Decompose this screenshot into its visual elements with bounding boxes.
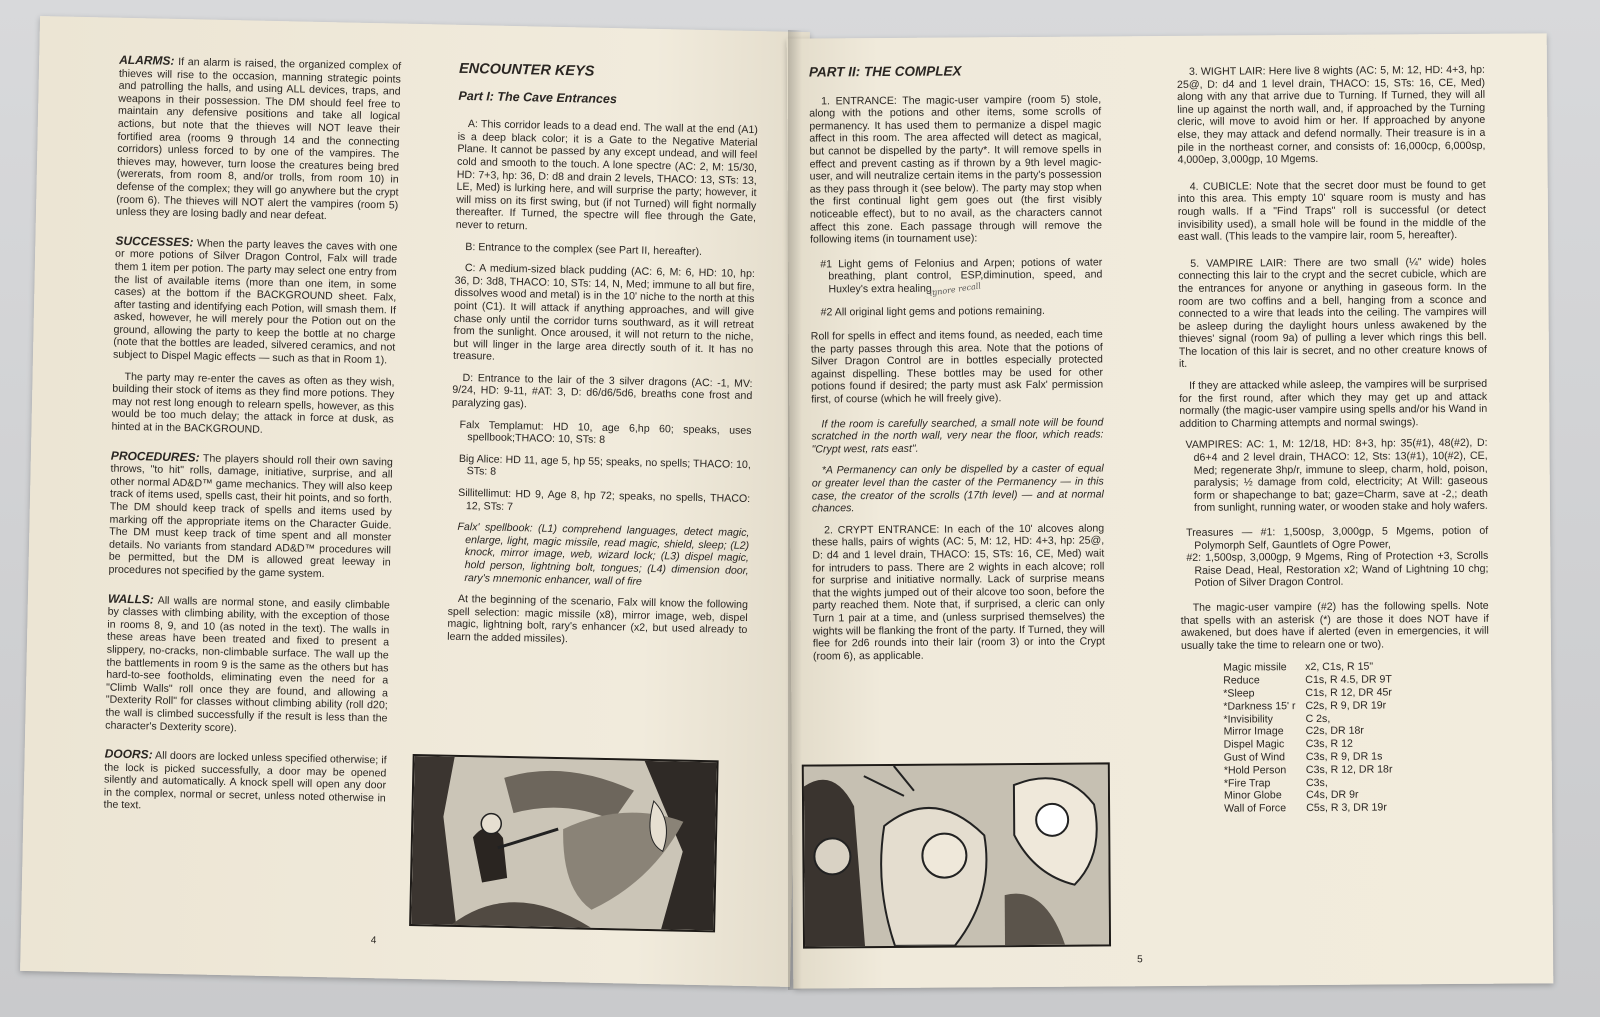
successes-heading: SUCCESSES: <box>115 233 194 250</box>
successes-text-2: The party may re-enter the caves as often as they wish, building their stock of items as they find more potions. They may not rest long enough to relearn spells, however, as this would be too much delay; the attack in force at dusk, as hinted at in the BACKGROUND. <box>111 370 395 436</box>
walls-paragraph <box>105 592 390 737</box>
spell-row <box>1224 801 1403 815</box>
spell-detail: C 2s, <box>1305 712 1331 725</box>
falx-spellbook: Falx' spellbook: (L1) comprehend languages, detect magic, enlarge, light, magic missile, read magic, shield, sleep; (L2) knock, mirror image, web, wizard lock; (L3) dispel magic, hold person, lightning bolt, tongues; (L4) dimension door, rary's mnemonic enhancer, wall of fire <box>457 521 750 588</box>
permanency-footnote: *A Permanency can only be dispelled by a caster of equal or greater level than the caster of the Permanency — in this case, the creator of the scrolls (17th level) — and at normal chances. <box>811 462 1104 515</box>
spell-row <box>1224 789 1403 803</box>
spell-detail: x2, C1s, R 15" <box>1305 660 1374 674</box>
handwritten-note: ignore recall <box>929 281 982 298</box>
dragon-falx: Falx Templamut: HD 10, age 6,hp 60; speaks, uses spellbook;THACO: 10, STs: 8 <box>459 418 752 447</box>
spell-row <box>1224 776 1403 790</box>
successes-text: When the party leaves the caves with one or more potions of Silver Dragon Control, Falx will trade them 1 item per potion. The party may select one entry from the list of available items (more than one item, in some cases) at the bottom if the BACKGROUND sheet. Falx, after tasting and identifying each Potion, will smash them. If asked, however, he will merely pour the Potion out on the ground, allowing the party to keep the bottle at no charge (note that the bottles are leaded, silvered ceramics, and not subject to Dispel Magic effects — such as that in Room 1). <box>112 237 398 367</box>
spell-table-body <box>1223 661 1403 816</box>
doors-heading: DOORS: <box>104 746 153 762</box>
cave-entrances-subtitle: Part I: The Cave Entrances <box>458 88 618 106</box>
walls-heading: WALLS: <box>107 591 155 607</box>
right-column-complex <box>809 64 1105 671</box>
treasure-2: #2: 1,500sp, 3,000gp, 9 Mgems, Ring of Protection +3, Scrolls Raise Dead, Heal, Restoration x2; Wand of Lightning 10 chg; Potion of Silver Dragon Control. <box>1186 549 1489 590</box>
alarms-paragraph <box>116 54 401 225</box>
spell-name: *Fire Trap <box>1223 776 1271 790</box>
page-number-left: 4 <box>370 935 377 947</box>
wight-lair-entry: 3. WIGHT LAIR: Here live 8 wights (AC: 5, M: 12, HD: 4+3, hp: 25@, D: d4 and 1 level drain, THACO: 15, STs: 16, CE, Med) along with any that arrive due to Turning. If Turned, they will all line up against the north wall, and, if approached by the Turning cleric, will move to avoid him or her. If approached by anyone else, they may attack and defend normally. Their treasure is in a pile in the northeast corner, and consists of: 16,000cp, 6,000sp, 4,000ep, 3,000gp, 10 Mgems. <box>1176 63 1486 167</box>
spell-row <box>1223 661 1402 675</box>
spell-detail: C2s, DR 18r <box>1305 724 1364 738</box>
magic-user-note: The magic-user vampire (#2) has the following spells. Note that spells with an asterisk (*) are those it does NOT have if awakened, but does have if alerted (even in emergencies, it will usually take the time to relearn one or two). <box>1180 599 1489 652</box>
cave-fight-drawing <box>411 756 716 930</box>
spell-detail: C2s, R 9, DR 19r <box>1305 699 1387 712</box>
alarms-text: If an alarm is raised, the organized complex of thieves will rise to the occasion, manning strategic points and patrolling the halls, and using ALL devices, traps, and weapons in their possession. The DM should feel free to maintain any defensive positions and take all logical actions, but note that the thieves will NOT leave their fortified area (rooms 9 through 14 and the connecting corridors) unless forced to by one of the vampires. The thieves may, however, turn loose the creatures being bred (wererats, from room 8, and/or trolls, from room 10) in defense of the complex; they will go anywhere but the crypt (room 6). The thieves will NOT alert the vampires (room 5) unless they are losing badly and near defeat. <box>115 55 402 223</box>
spell-name: *Hold Person <box>1223 763 1287 777</box>
spell-table <box>1223 661 1403 816</box>
item-list-2: #2 All original light gems and potions remaining. <box>820 304 1046 318</box>
spell-detail: C3s, R 9, DR 1s <box>1305 750 1383 763</box>
doors-text: All doors are locked unless specified otherwise; if the lock is picked successfully, a door may be opened silently and automatically. A knock spell will open any door in the complex, normal or secret, unless noted otherwise in the text. <box>103 749 387 812</box>
spell-detail: C3s, R 12, DR 18r <box>1305 763 1393 776</box>
page-number-right: 5 <box>1137 954 1143 966</box>
roll-instructions: Roll for spells in effect and items found, as needed, each time the party passes through this area. Note that the potions of Silver Dragon Control are in bottles especially protected against dispelling. These bottles may be used for other potions found if desired; the party must ask Falx' permission first, of course (which he will freely give). <box>810 328 1104 406</box>
dragon-sillitellimut: Sillitellimut: HD 9, Age 8, hp 72; speaks, no spells, THACO: 12, STs: 7 <box>458 486 751 513</box>
spell-detail: C5s, R 3, DR 19r <box>1306 801 1387 815</box>
spell-detail: C1s, R 4.5, DR 9T <box>1305 673 1392 687</box>
entry-b: B: Entrance to the complex (see Part II, hereafter). <box>465 240 703 258</box>
encounter-keys-title: ENCOUNTER KEYS <box>458 60 595 80</box>
crypt-entrance-entry: 2. CRYPT ENTRANCE: In each of the 10' alcoves along these halls, pairs of wights (AC: 5, M: 12, HD: 4+3, hp: 25@, D: d4 and 1 level drain, THACO: 15, STs: 16, CE, Med) wait for intruders to pass. There are 2 wights in each alcove; roll for surprise and initiative normally. Lack of surprise means that the wights jumped out of their alcove too soon, before the party reached them. Note that, if surprised, a cleric can only Turn 1 pair at a time, and (unless surprised themselves) the wights will be flanking the front of the party. If Turned, they will flee for 2d6 rounds into their lair (room 3) or into the Crypt (room 6), as applicable. <box>812 522 1105 663</box>
spell-name: *Sleep <box>1223 687 1255 700</box>
search-note: If the room is carefully searched, a small note will be found scratched in the north wall, very near the floor, which reads: "Crypt west, rats east". <box>811 416 1104 456</box>
vampire-lair-entry: 5. VAMPIRE LAIR: There are two small (¼" wide) holes connecting this lair to the crypt and the secret cubicle, which are the entrances for anyone or anything in gaseous form. In the room are two coffins and a bell, hanging from a sconce and connected to a wire that leads into the ceiling. The vampires will be asleep during the daylight hours unless awakened by the thieves' signal (room 9a) of pulling a lever which rings this bell. The location of this lair is secret, and no other creature knows of it. <box>1178 255 1487 371</box>
procedures-text: The players should roll their own saving throws, "to hit" rolls, damage, initiative, surprise, and all other normal AD&D™ game mechanics. They will also keep track of items used, spells cast, their hit points, and so forth. The DM should keep track of spells and items used by marking off the appropriate items on the Character Guide. The DM must keep track of time spent and all monster details. No variants from standard AD&D™ procedures will be permitted, but the DM is allowed great leeway in procedures not specified by the game system. <box>108 452 393 581</box>
left-column-rules <box>103 54 401 827</box>
spell-row <box>1223 699 1402 713</box>
left-page <box>20 16 810 987</box>
entry-a: A: This corridor leads to a dead end. The wall at the end (A1) is a deep black color; it is a Gate to the Negative Material Plane. It cannot be passed by any except undead, and will feel cold and smooth to the touch. A lone spectre (AC: 2, M: 15/30, HD: 7+3, hp: 36, D: d8 and drain 2 levels, THACO: 13, STs: 13, LE, Med) is lurking here, and will surprise the party; however, it will miss on its first swing, but (if not Turned) will fight normally thereafter. If Turned, the spectre will flee through the Gate, never to return. <box>455 118 758 233</box>
spell-row <box>1223 712 1402 726</box>
entrance-entry: 1. ENTRANCE: The magic-user vampire (room 5) stole, along with the potions and other items, some scrolls of permanency. It has used them to permanize a dispel magic affect in this room. The area affected will detect as magical, but cannot be dispelled by the party*. It will remove spells in effect and prevent casting as if thrown by a 9th level magic-user, and will neutralize certain items in the party's possession as they pass through it (see below). The party may stop when the first continual light gem goes out (the first visibly noticeable effect), but to no avail, as the characters cannot affect this zone. Each passage through will remove the following items (in tournament use): <box>809 93 1103 246</box>
undead-drawing <box>804 764 1109 946</box>
left-column-encounter-keys <box>447 60 759 659</box>
scenario-beginning: At the beginning of the scenario, Falx will know the following spell selection: magic missile (x8), mirror image, web, dispel magic, lightning bolt, rary's enhancer (x2, but used already to learn the added missiles). <box>447 593 749 646</box>
attack-note: If they are attacked while asleep, the vampires will be surprised for the first round, after which they may get up and attack normally (the magic-user vampire using spells and/or his Wand in addition to Charming attempts and normal swings). <box>1179 377 1488 430</box>
treasure-1: Treasures — #1: 1,500sp, 3,000gp, 5 Mgems, potion of Polymorph Self, Gauntlets of Ogre Power, <box>1186 524 1489 552</box>
entry-c: C: A medium-sized black pudding (AC: 6, M: 6, HD: 10, hp: 36, D: 3d8, THACO: 10, STs: 14, N, Med; immune to all but fire, dissolves wood and metal) is in the 10' niche to the north at this point (C1). It will attack if anything approaches, and will give chase only until the corridor turns southward, as it will retreat from the sunlight. Once aroused, it will not return to the niche, but will linger in the large area directly south of it. It has no treasure. <box>452 262 755 363</box>
cave-fight-illustration <box>409 754 719 932</box>
spell-name: Minor Globe <box>1223 789 1282 802</box>
spell-name: Mirror Image <box>1223 725 1284 738</box>
spell-name: Reduce <box>1223 674 1260 687</box>
spell-row <box>1224 750 1403 764</box>
spell-name: Gust of Wind <box>1223 751 1285 764</box>
entry-d: D: Entrance to the lair of the 3 silver dragons (AC: -1, MV: 9/24, HD: 9-11, #AT: 3, D: d6/d6/5d6, breaths cone frost and paralyzing gas). <box>451 371 753 411</box>
procedures-paragraph <box>108 449 393 582</box>
spell-row <box>1224 725 1403 739</box>
spell-name: Magic missile <box>1223 661 1287 674</box>
spell-name: Dispel Magic <box>1223 738 1285 751</box>
spell-detail: C4s, DR 9r <box>1306 789 1359 802</box>
alarms-heading: ALARMS: <box>119 52 175 68</box>
book-gutter <box>788 30 802 990</box>
dragon-big-alice: Big Alice: HD 11, age 5, hp 55; speaks, no spells; THACO: 10, STs: 8 <box>458 452 751 479</box>
spell-detail: C3s, <box>1305 776 1328 789</box>
complex-title: PART II: THE COMPLEX <box>808 63 962 80</box>
vampire-stats: VAMPIRES: AC: 1, M: 12/18, HD: 8+3, hp: 35(#1), 48(#2), D: d6+4 and 2 level drain, THACO: 12, Sts: 13(#1), 10(#2), CE, Med; regenerate 3hp/r, immune to sleep, charm, hold, poison, paralysis; ½ damage from cold, electricity; At Will: gaseous form or shapechange to bat; gaze=Charm, save at -2,; death from sunlight, running water, or wooden stake and holy wafers. <box>1185 437 1488 515</box>
procedures-heading: PROCEDURES: <box>110 448 200 465</box>
spell-name: *Invisibility <box>1223 712 1273 726</box>
spell-name: Wall of Force <box>1224 802 1287 815</box>
undead-illustration <box>802 762 1111 948</box>
walls-text: All walls are normal stone, and easily climbable by classes with climbing ability, with the exception of those in rooms 8, 9, and 10 (as noted in the text). The walls in these areas have been treated and fixed to present a slippery, no-cracks, non-climbable surface. The wall up the the battlements in room 9 is the same as the others but has hard-to-see footholds, eliminating even the need for a "Climb Walls" roll once they are found, and allowing a "Dexterity Roll" for classes without climbing ability (roll d20; the wall is climbed successfully if the result is less than the character's Dexterity score). <box>105 594 390 734</box>
spell-row <box>1224 763 1403 777</box>
spell-detail: C1s, R 12, DR 45r <box>1305 686 1392 699</box>
spell-detail: C3s, R 12 <box>1305 737 1353 751</box>
item-1-text: #1 Light gems of Felonius and Arpen; potions of water breathing, plant control, ESP,diminution, speed, and Huxley's extra healing. <box>820 256 1103 296</box>
spell-row <box>1224 738 1403 752</box>
successes-paragraph <box>113 234 398 367</box>
right-page <box>787 33 1554 988</box>
cubicle-entry: 4. CUBICLE: Note that the secret door must be found to get into this area. This empty 10' square room is musty and has rough walls. If a "Find Traps" roll is successful (or detect invisibility used), a small hole will be found in the middle of the east wall. (This leads to the vampire lair, room 5, hereafter). <box>1177 178 1487 244</box>
right-column-lairs <box>1177 64 1490 816</box>
doors-paragraph <box>103 748 386 818</box>
item-list-1 <box>810 256 1102 297</box>
spell-row <box>1223 674 1402 688</box>
spell-name: *Darkness 15' r <box>1223 699 1296 713</box>
spell-row <box>1223 686 1402 700</box>
